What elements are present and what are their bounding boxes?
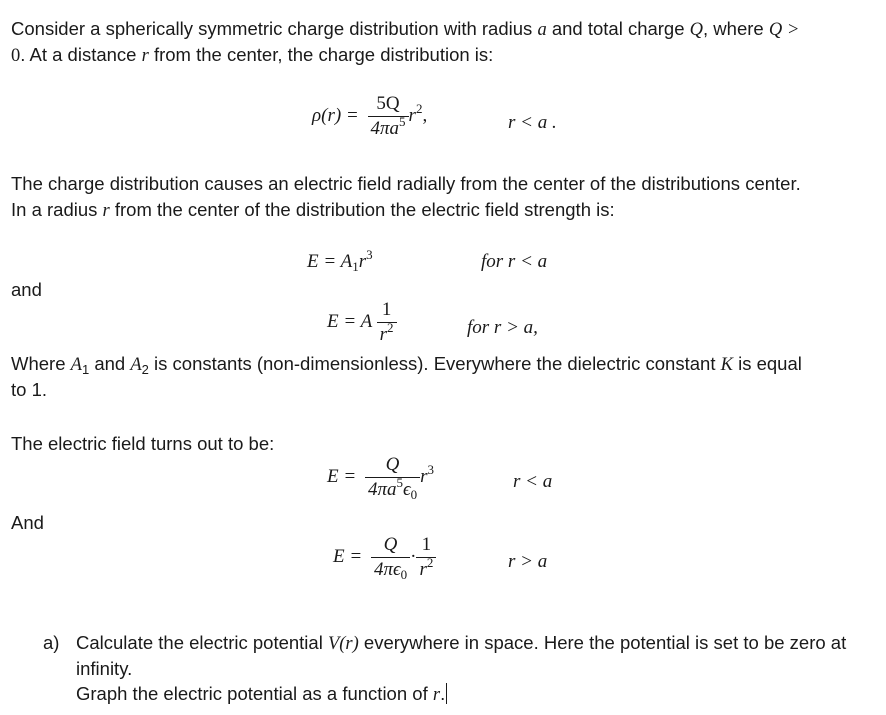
charge-density-condition: r < a . — [508, 112, 557, 133]
turns-out-text: The electric field turns out to be: — [11, 433, 275, 454]
result-equation-outside: E = $\frac{Q}{4\pi\epsilon_0}$ · $\frac{1}{r^2}$ — [333, 535, 436, 580]
field-equation-inside-condition: for r < a — [481, 251, 548, 272]
charge-density-equation: ρ(r) = $\frac{5Q}{4\pi a^5}$ $r^2$, — [312, 93, 428, 139]
result-equation-inside-condition: r < a — [513, 471, 553, 492]
where-line-2: to 1. — [11, 379, 47, 400]
field-equation-inside: $E = A_1r^3$ — [307, 247, 373, 274]
and-label-1: and — [11, 279, 42, 300]
field-text-line-1: The charge distribution causes an electric field radially from the center of the distributions center. — [11, 173, 801, 194]
and-label-2: And — [11, 512, 44, 533]
where-line-1: Where $A_1$ and $A_2$ is constants (non-dimensionless). Everywhere the dielectric constant K is equal — [11, 353, 802, 377]
intro-line-1: Consider a spherically symmetric charge distribution with radius a and total charge Q, where Q > — [11, 18, 800, 40]
question-line-3[interactable]: Graph the electric potential as a function of r. — [76, 683, 446, 705]
result-equation-outside-condition: r > a — [508, 551, 548, 572]
result-equation-inside: E = $\frac{Q}{4\pi a^5\epsilon_0}$ $r^3$ — [327, 454, 435, 502]
field-text-line-2: In a radius r from the center of the distribution the electric field strength is: — [11, 199, 615, 221]
question-line-1: Calculate the electric potential V(r) everywhere in space. Here the potential is set to be zero at — [76, 632, 847, 654]
question-label: a) — [43, 632, 60, 653]
intro-line-2: 0. At a distance r from the center, the charge distribution is: — [11, 44, 494, 66]
question-line-2: infinity. — [76, 658, 133, 679]
text-cursor — [446, 683, 447, 704]
field-equation-outside: E = A $\frac{1}{r^2}$ — [327, 300, 397, 345]
field-equation-outside-condition: for r > a, — [467, 317, 538, 338]
